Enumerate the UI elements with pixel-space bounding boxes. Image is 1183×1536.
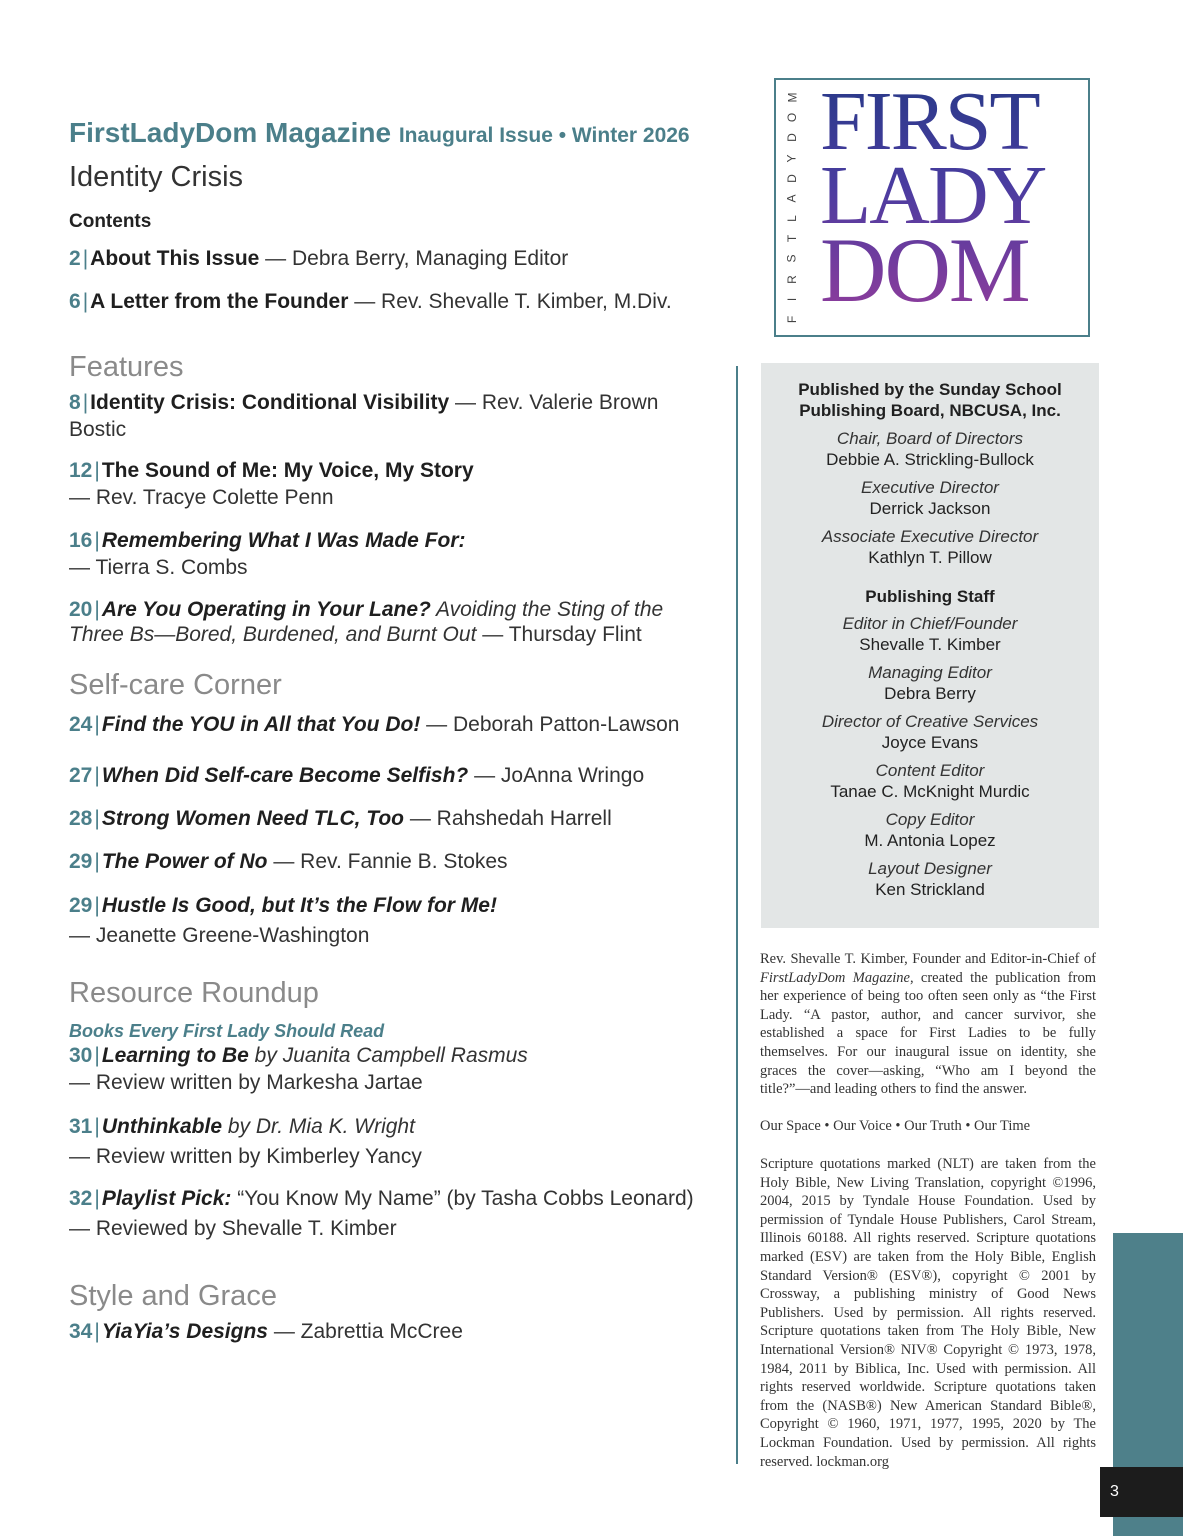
section-heading-resources: Resource Roundup <box>69 977 319 1009</box>
toc-entry[interactable]: 16|Remembering What I Was Made For: — Tierra S. Combs <box>69 529 466 579</box>
toc-entry[interactable]: 30|Learning to Be by Juanita Campbell Rasmus — Review written by Markesha Jartae <box>69 1044 528 1094</box>
logo-vertical-text <box>782 90 802 326</box>
magazine-name: FirstLadyDom Magazine <box>69 117 392 148</box>
masthead-name: M. Antonia Lopez <box>864 831 996 850</box>
masthead-box <box>761 363 1099 928</box>
section-heading-features: Features <box>69 351 184 383</box>
founder-note-text-end: , created the publication from her experience of being too often seen only as “the First Lady. “A pastor, author, and cancer survivor, she established a space for First Ladies to be fully themselves. For our inaugural issue on identity, she graces the cover—asking, “Who am I beyond the title?”—and leading others to find the answer. <box>760 969 1096 1098</box>
column-divider <box>736 366 738 1464</box>
toc-entry[interactable]: 24|Find the YOU in All that You Do! — Deborah Patton-Lawson <box>69 713 680 736</box>
section-heading-selfcare: Self-care Corner <box>69 669 282 701</box>
masthead-name: Ken Strickland <box>875 880 985 899</box>
logo-vertical-letter: D <box>784 172 799 183</box>
logo-vertical-letter: F <box>785 314 799 324</box>
founder-note <box>760 950 1096 1099</box>
toc-entry[interactable]: 6|A Letter from the Founder — Rev. Shevalle T. Kimber, M.Div. <box>69 290 672 313</box>
page-number: 3 <box>1100 1467 1183 1517</box>
logo-line-first: FIRST <box>820 75 1039 168</box>
logo-vertical-letter: R <box>784 273 799 284</box>
publisher: Published by the Sunday School Publishing Board, NBCUSA, Inc. <box>798 380 1062 420</box>
logo-vertical-letter: O <box>785 112 799 123</box>
tagline: Our Space • Our Voice • Our Truth • Our Time <box>760 1118 1031 1134</box>
contents-label: Contents <box>69 211 152 232</box>
masthead-entry <box>761 477 1099 519</box>
logo-line-lady: LADY <box>820 149 1046 242</box>
firstladydom-logo <box>774 75 1090 337</box>
issue-theme: Identity Crisis <box>69 161 244 193</box>
board-list <box>761 428 1099 568</box>
masthead-entry <box>761 809 1099 851</box>
section-heading-style: Style and Grace <box>69 1280 277 1312</box>
masthead-name: Debra Berry <box>884 684 976 703</box>
masthead-name: Tanae C. McKnight Murdic <box>830 782 1030 801</box>
masthead-entry <box>761 760 1099 802</box>
issue-label: Inaugural Issue • Winter 2026 <box>398 124 690 147</box>
logo-vertical-letter: S <box>784 253 799 263</box>
masthead-role: Layout Designer <box>868 859 992 878</box>
staff-list <box>761 613 1099 900</box>
toc-entry[interactable]: 20|Are You Operating in Your Lane? Avoiding the Sting of the Three Bs—Bored, Burdened, and Burnt Out — Thursday Flint <box>69 598 664 646</box>
masthead-name: Joyce Evans <box>881 733 979 752</box>
masthead-entry <box>761 428 1099 470</box>
masthead-role: Copy Editor <box>885 810 975 829</box>
logo-vertical-letter: L <box>785 214 799 222</box>
logo-vertical-letter: I <box>785 296 799 301</box>
toc-entry[interactable]: 27|When Did Self-care Become Selfish? — JoAnna Wringo <box>69 764 645 787</box>
staff-heading: Publishing Staff <box>865 587 995 606</box>
logo-vertical-letter: T <box>785 234 799 243</box>
masthead-role: Editor in Chief/Founder <box>842 614 1018 633</box>
masthead-entry <box>761 662 1099 704</box>
masthead-entry <box>761 613 1099 655</box>
masthead-role: Executive Director <box>861 478 999 497</box>
founder-note-magazine: FirstLadyDom Magazine <box>760 969 910 986</box>
masthead-name: Derrick Jackson <box>869 499 991 518</box>
toc-entry[interactable]: 28|Strong Women Need TLC, Too — Rahshedah Harrell <box>69 807 612 830</box>
books-subheading: Books Every First Lady Should Read <box>69 1021 385 1041</box>
toc-entry[interactable]: 32|Playlist Pick: “You Know My Name” (by Tasha Cobbs Leonard) — Reviewed by Shevalle T. Kimber <box>69 1187 694 1240</box>
logo-vertical-letter: M <box>785 91 799 103</box>
toc-entry[interactable]: 34|YiaYia’s Designs — Zabrettia McCree <box>69 1320 463 1343</box>
masthead-entry <box>761 858 1099 900</box>
masthead-role: Managing Editor <box>868 663 992 682</box>
scripture-notice: Scripture quotations marked (NLT) are taken from the Holy Bible, New Living Translation, copyright ©1996, 2004, 2015 by Tyndale House Foundation. Used by permission of Tyndale House Publishers, Carol Stream, Illinois 60188. All rights reserved. Scripture quotations marked (ESV) are taken from the Holy Bible, English Standard Version® (ESV®), copyright © 2001 by Crossway, a publishing ministry of Good News Publishers. Used by permission. All rights reserved. Scripture quotations taken from The Holy Bible, New International Version® NIV® Copyright © 1973, 1978, 1984, 2011 by Biblica, Inc. Used with permission. All rights reserved worldwide. Scripture quotations taken from the (NASB®) New American Standard Bible®, Copyright © 1960, 1971, 1977, 1995, 2020 by The Lockman Foundation. Used by permission. All rights reserved. lockman.org <box>760 1156 1096 1470</box>
masthead-role: Director of Creative Services <box>821 712 1039 731</box>
logo-vertical-letter: D <box>784 132 799 143</box>
masthead-role: Content Editor <box>875 761 985 780</box>
founder-note-text: Rev. Shevalle T. Kimber, Founder and Editor-in-Chief of <box>760 951 1096 967</box>
logo-vertical-letter: Y <box>784 153 799 163</box>
logo-vertical-letter: A <box>784 193 799 203</box>
table-of-contents <box>69 114 719 1345</box>
toc-entry[interactable]: 29|Hustle Is Good, but It’s the Flow for Me! — Jeanette Greene-Washington <box>69 894 497 947</box>
toc-entry[interactable]: 12|The Sound of Me: My Voice, My Story — Rev. Tracye Colette Penn <box>69 459 474 509</box>
logo-wordmark <box>820 75 1086 321</box>
masthead-name: Shevalle T. Kimber <box>859 635 1001 654</box>
masthead-role: Chair, Board of Directors <box>836 429 1024 448</box>
masthead-name: Debbie A. Strickling-Bullock <box>826 450 1034 469</box>
toc-entry[interactable]: 2|About This Issue — Debra Berry, Managing Editor <box>69 247 569 270</box>
masthead-entry <box>761 526 1099 568</box>
toc-entry[interactable]: 29|The Power of No — Rev. Fannie B. Stokes <box>69 850 508 873</box>
magazine-header <box>69 114 719 155</box>
masthead-role: Associate Executive Director <box>821 527 1039 546</box>
masthead-entry <box>761 711 1099 753</box>
toc-entry[interactable]: 31|Unthinkable by Dr. Mia K. Wright — Review written by Kimberley Yancy <box>69 1115 422 1168</box>
logo-line-dom: DOM <box>820 219 1029 321</box>
masthead-name: Kathlyn T. Pillow <box>868 548 992 567</box>
toc-entry[interactable]: 8|Identity Crisis: Conditional Visibility — Rev. Valerie Brown Bostic <box>69 391 659 441</box>
